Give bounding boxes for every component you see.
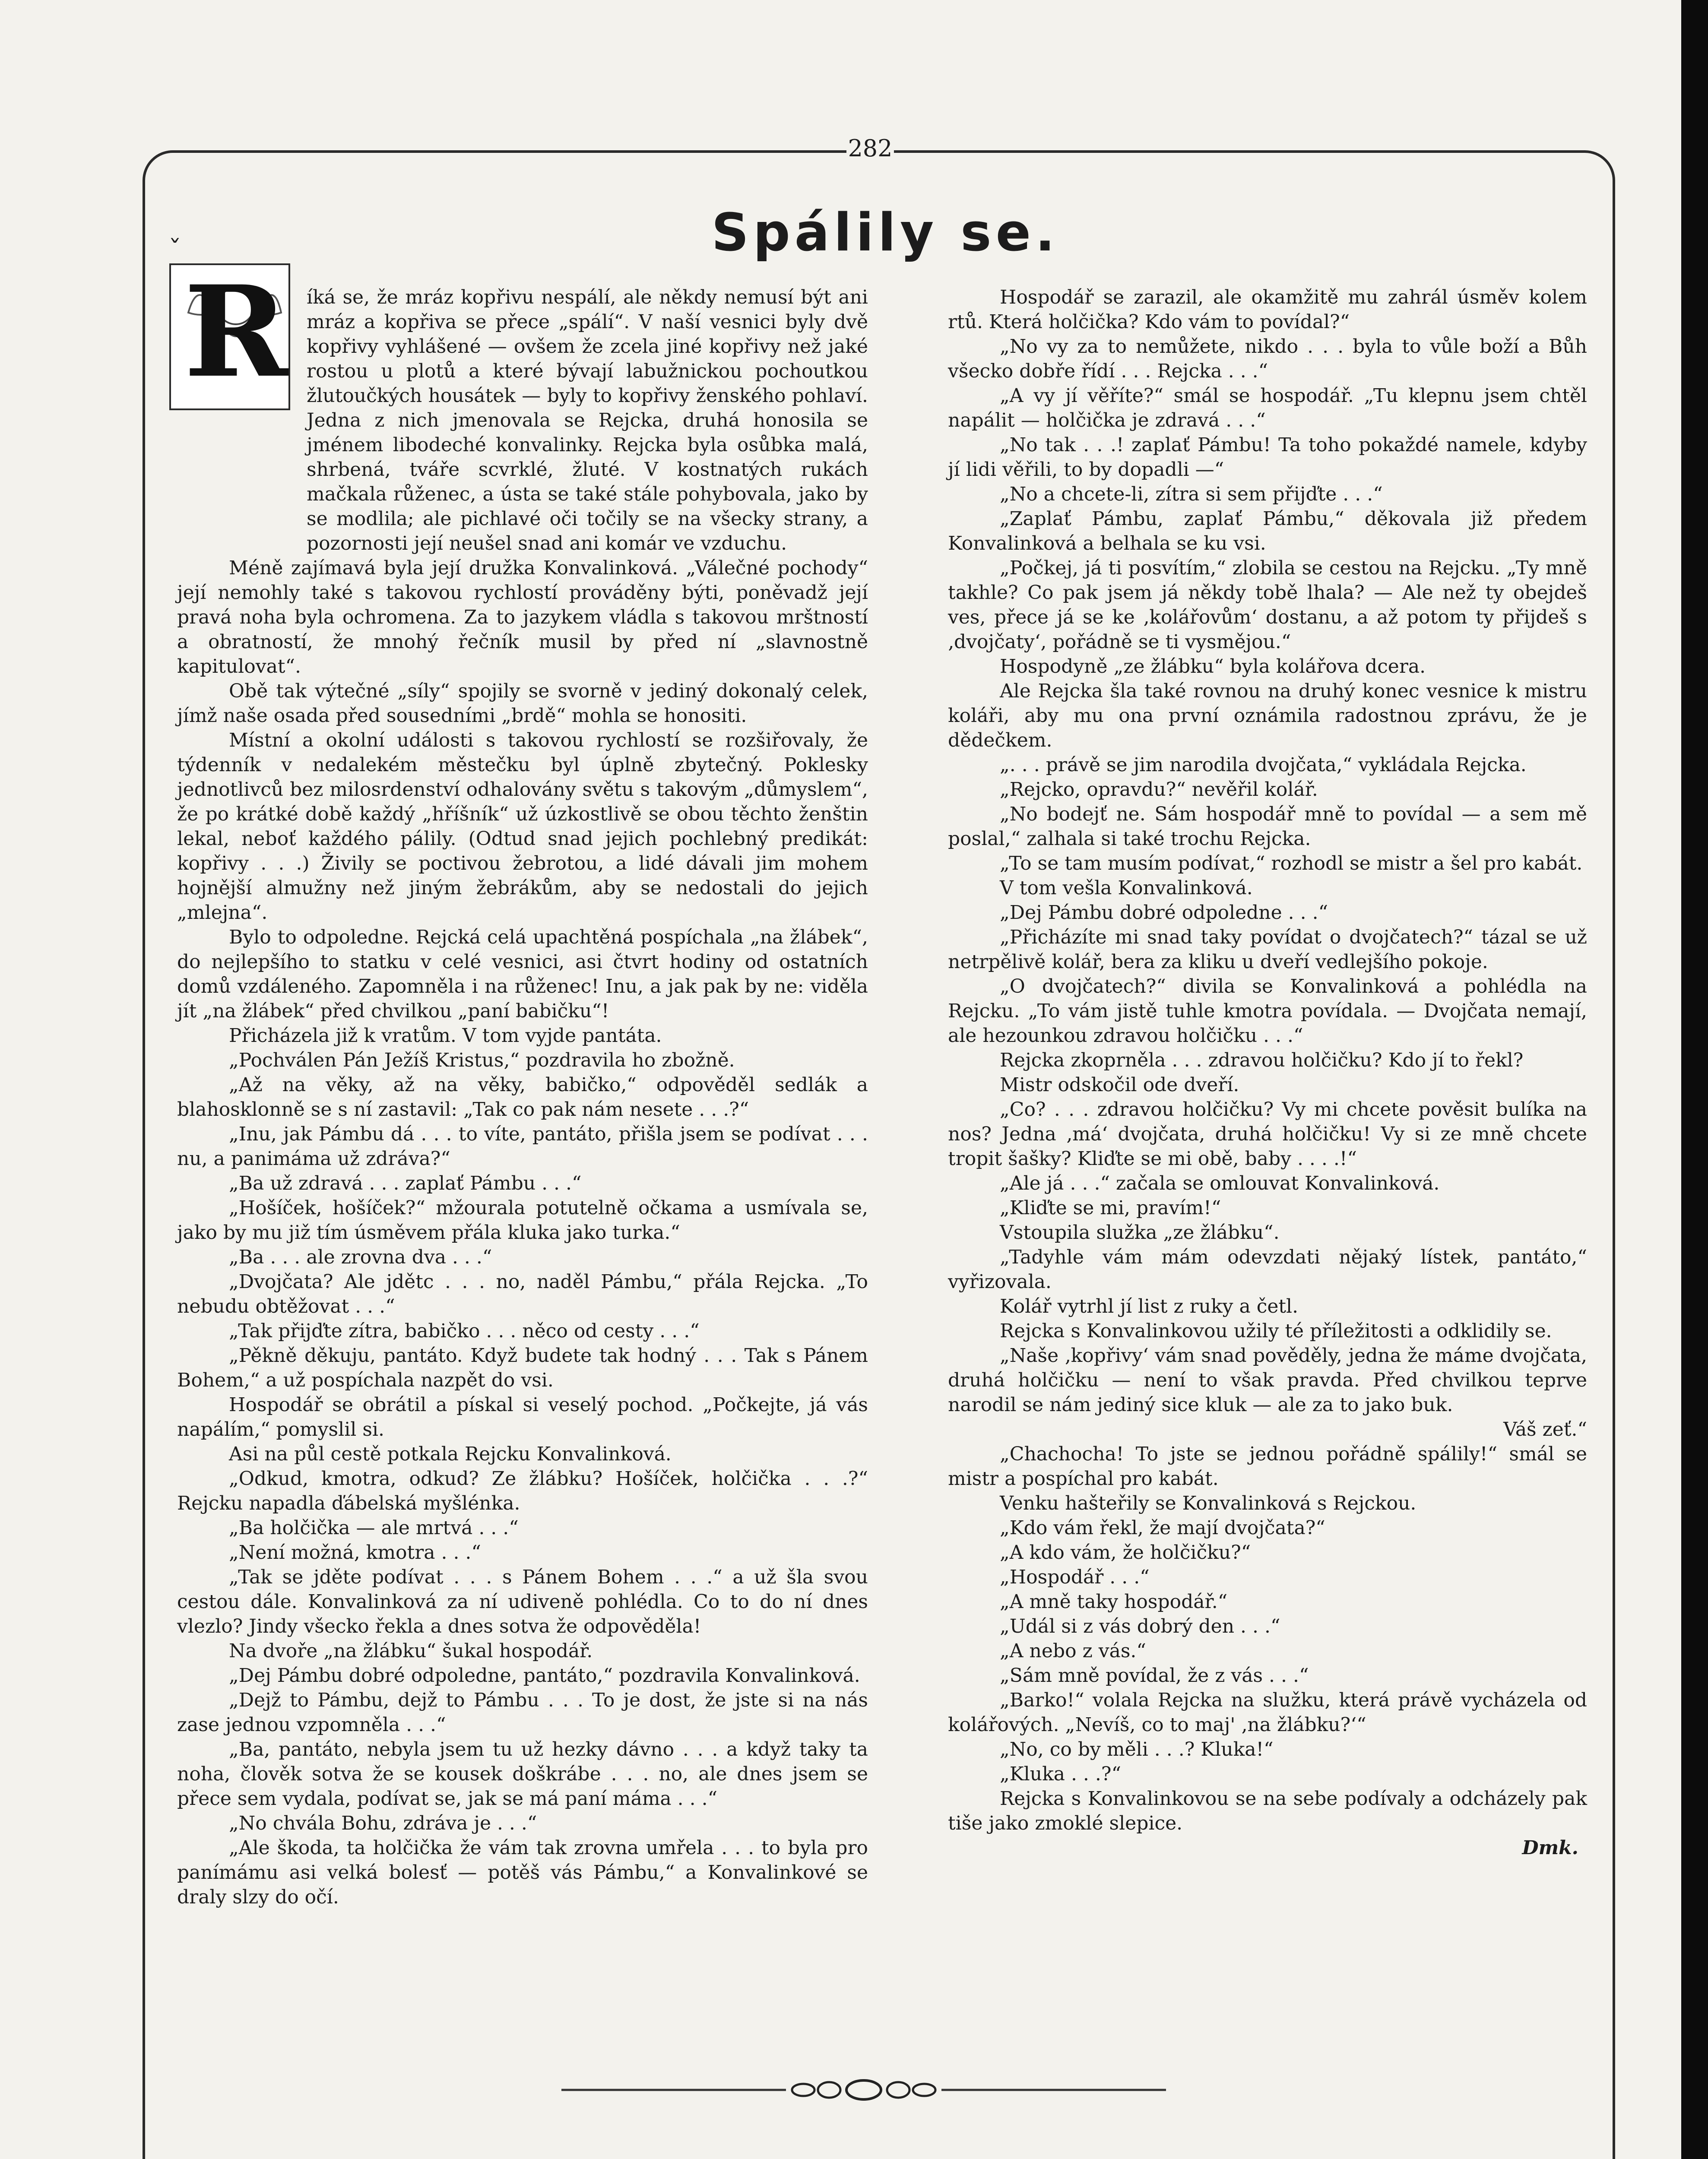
paragraph: „Kluka . . .?“ bbox=[1000, 1763, 1121, 1785]
paragraph: „No bodejť ne. Sám hospodář mně to povídal — a sem mě poslal,“ zalhala si také trochu Rejcka. bbox=[948, 803, 1587, 850]
paragraph: íká se, že mráz kopřivu nespálí, ale někdy nemusí být ani mráz a kopřiva se přece „spálí“. V naší vesnici byly dvě kopřivy vyhlášené — ovšem že zcela jiné kopřivy než jaké rostou u plotů a které bývají labužnickou pochoutkou žlutoučkých housátek — byly to kopřivy ženského pohlaví. Jedna z nich jmenovala se Rejcka, druhá honosila se jménem libodeché konvalinky. Rejcka byla osůbka malá, shrbená, tváře scvrklé, žluté. V kostnatých rukách mačkala růženec, a ústa se také stále pohybovala, jako by se modlila; ale pichlavé oči točily se na všecky strany, a pozornosti její neušel snad ani komár ve vzduchu. bbox=[307, 286, 868, 554]
page-number: 282 bbox=[846, 135, 894, 162]
paragraph: „Dejž to Pámbu, dejž to Pámbu . . . To je dost, že jste si na nás zase jednou vzpomněla . . .“ bbox=[177, 1689, 868, 1736]
paragraph: Hospodář se obrátil a pískal si veselý pochod. „Počkejte, já vás napálím,“ pomyslil si. bbox=[177, 1394, 868, 1440]
paragraph: „Zaplať Pámbu, zaplať Pámbu,“ děkovala již předem Konvalinková a belhala se ku vsi. bbox=[948, 508, 1587, 554]
paragraph: „No chvála Bohu, zdráva je . . .“ bbox=[229, 1812, 537, 1834]
paragraph: „Přicházíte mi snad taky povídat o dvojčatech?“ tázal se už netrpělivě kolář, bera za kliku u dveří vedlejšího pokoje. bbox=[948, 926, 1587, 973]
paragraph: „Rejcko, opravdu?“ nevěřil kolář. bbox=[1000, 779, 1318, 801]
paragraph: Mistr odskočil ode dveří. bbox=[1000, 1074, 1239, 1096]
paragraph: Bylo to odpoledne. Rejcká celá upachtěná pospíchala „na žlábek“, do nejlepšího to statku v celé vesnici, asi čtvrt hodiny od ostatních domů vzdáleného. Zapomněla i na růženec! Inu, a jak pak by ne: viděla jít „na žlábek“ před chvilkou „paní babičku“! bbox=[177, 926, 868, 1022]
paragraph: „Pěkně děkuju, pantáto. Když budete tak hodný . . . Tak s Pánem Bohem,“ a už pospíchala nazpět do vsi. bbox=[177, 1345, 868, 1391]
author-signature: Dmk. bbox=[1522, 1837, 1578, 1859]
paragraph: „Ba, pantáto, nebyla jsem tu už hezky dávno . . . a když taky ta noha, člověk sotva že se kousek doškrábe . . . no, ale dnes jsem se přece sem vydala, podívat se, jak se má paní máma . . .“ bbox=[177, 1738, 868, 1810]
right-column bbox=[948, 285, 1587, 1860]
paragraph: Místní a okolní události s takovou rychlostí se rozšiřovaly, že týdenník v nedalekém městečku byl úplně zbytečný. Poklesky jednotlivců bez milosrdenství odhalovány světu s takovým „důmyslem“, že po krátké době každý „hříšník“ už úzkostlivě se obou těchto ženštin lekal, neboť každého pálily. (Odtud snad jejich pochlebný predikát: kopřivy . . .) Živily se poctivou žebrotou, a lidé dávali jim mohem hojnější almužny než jiným žebrákům, aby se nedostali do jejich „mlejna“. bbox=[177, 729, 868, 924]
paragraph: „Dvojčata? Ale jdětc . . . no, naděl Pámbu,“ přála Rejcka. „To nebudu obtěžovat . . .“ bbox=[177, 1271, 868, 1317]
paragraph: „Barko!“ volala Rejcka na služku, která právě vycházela od kolářových. „Nevíš, co to maj' ‚na žlábku?‘“ bbox=[948, 1689, 1587, 1736]
scan-edge-bar bbox=[1681, 0, 1708, 2159]
drop-cap-caron: ˇ bbox=[168, 235, 181, 265]
paragraph: Hospodář se zarazil, ale okamžitě mu zahrál úsměv kolem rtů. Která holčička? Kdo vám to povídal?“ bbox=[948, 286, 1587, 333]
paragraph: „Ba holčička — ale mrtvá . . .“ bbox=[229, 1517, 519, 1539]
paragraph: „Sám mně povídal, že z vás . . .“ bbox=[1000, 1665, 1309, 1687]
paragraph: „Kdo vám řekl, že mají dvojčata?“ bbox=[1000, 1517, 1325, 1539]
paragraph: Ale Rejcka šla také rovnou na druhý konec vesnice k mistru koláři, aby mu ona první oznámila radostnou zprávu, že je dědečkem. bbox=[948, 680, 1587, 751]
paragraph: Obě tak výtečné „síly“ spojily se svorně v jediný dokonalý celek, jímž naše osada před sousedními „brdě“ mohla se honositi. bbox=[177, 680, 868, 727]
paragraph: „Tak přijďte zítra, babičko . . . něco od cesty . . .“ bbox=[229, 1320, 700, 1342]
paragraph: „To se tam musím podívat,“ rozhodl se mistr a šel pro kabát. bbox=[1000, 852, 1583, 874]
paragraph: „Hospodář . . .“ bbox=[1000, 1566, 1150, 1588]
paragraph: „A mně taky hospodář.“ bbox=[1000, 1591, 1228, 1613]
paragraph: „A nebo z vás.“ bbox=[1000, 1640, 1146, 1662]
drop-cap-letter: R bbox=[184, 259, 288, 405]
paragraph: „Chachocha! To jste se jednou pořádně spálily!“ smál se mistr a pospíchal pro kabát. bbox=[948, 1443, 1587, 1490]
paragraph: „A vy jí věříte?“ smál se hospodář. „Tu klepnu jsem chtěl napálit — holčička je zdravá . . .“ bbox=[948, 385, 1587, 431]
paragraph: „No, co by měli . . .? Kluka!“ bbox=[1000, 1738, 1274, 1760]
paragraph: „Není možná, kmotra . . .“ bbox=[229, 1542, 481, 1564]
left-column bbox=[177, 285, 868, 1909]
article-title: Spálily se. bbox=[711, 203, 1059, 263]
paragraph: Kolář vytrhl jí list z ruky a četl. bbox=[1000, 1295, 1299, 1317]
paragraph: „Odkud, kmotra, odkud? Ze žlábku? Hošíček, holčička . . .?“ Rejcku napadla ďábelská myšlénka. bbox=[177, 1468, 868, 1514]
paragraph: Hospodyně „ze žlábku“ byla kolářova dcera. bbox=[1000, 655, 1426, 677]
paragraph: „Ba už zdravá . . . zaplať Pámbu . . .“ bbox=[229, 1172, 582, 1194]
paragraph: „Ale já . . .“ začala se omlouvat Konvalinková. bbox=[1000, 1172, 1440, 1194]
paragraph: „Počkej, já ti posvítím,“ zlobila se cestou na Rejcku. „Ty mně takhle? Co pak jsem já někdy tobě lhala? — Ale než ty obejdeš ves, přece já se ke ‚kolářovům‘ dostanu, a až potom ty přijdeš s ‚dvojčaty‘, pořádně se ti vysmějou.“ bbox=[948, 557, 1587, 653]
paragraph: „Ba . . . ale zrovna dva . . .“ bbox=[229, 1246, 492, 1268]
paragraph: „Tak se jděte podívat . . . s Pánem Bohem . . .“ a už šla svou cestou dále. Konvalinková za ní udiveně pohlédla. Co to do ní dnes vlezlo? Jindy všecko řekla a dnes sotva že odpověděla! bbox=[177, 1566, 868, 1637]
paragraph: Na dvoře „na žlábku“ šukal hospodář. bbox=[229, 1640, 593, 1662]
paragraph: Přicházela již k vratům. V tom vyjde pantáta. bbox=[229, 1025, 662, 1047]
paragraph: „No a chcete-li, zítra si sem přijďte . . .“ bbox=[1000, 483, 1383, 505]
paragraph: „Tadyhle vám mám odevzdati nějaký lístek, pantáto,“ vyřizovala. bbox=[948, 1246, 1587, 1293]
paragraph: Rejcka zkoprněla . . . zdravou holčičku? Kdo jí to řekl? bbox=[1000, 1049, 1524, 1071]
ornament-divider-icon bbox=[561, 2077, 1166, 2103]
paragraph: „O dvojčatech?“ divila se Konvalinková a pohlédla na Rejcku. „To vám jistě tuhle kmotra povídala. — Dvojčata nemají, ale hezounkou zdravou holčičku . . .“ bbox=[948, 975, 1587, 1047]
paragraph: Venku hašteřily se Konvalinková s Rejckou. bbox=[1000, 1492, 1416, 1514]
paragraph: „Co? . . . zdravou holčičku? Vy mi chcete pověsit bulíka na nos? Jedna ‚má‘ dvojčata, druhá holčičku! Vy si ze mně chcete tropit šašky? Kliďte se mi obě, baby . . . .!“ bbox=[948, 1098, 1587, 1170]
paragraph: „Až na věky, až na věky, babičko,“ odpověděl sedlák a blahosklonně se s ní zastavil: „Tak co pak nám nesete . . .?“ bbox=[177, 1074, 868, 1121]
paragraph: Asi na půl cestě potkala Rejcku Konvalinková. bbox=[229, 1443, 672, 1465]
paragraph: „Dej Pámbu dobré odpoledne, pantáto,“ pozdravila Konvalinková. bbox=[229, 1665, 860, 1687]
paragraph: „Inu, jak Pámbu dá . . . to víte, pantáto, přišla jsem se podívat . . . nu, a panimáma už zdráva?“ bbox=[177, 1123, 868, 1170]
paragraph: Méně zajímavá byla její družka Konvalinková. „Válečné pochody“ její nemohly také s takovou rychlostí prováděny býti, poněvadž její pravá noha byla ochromena. Za to jazykem vládla s takovou mrštností a obratností, že mnohý řečník musil by před ní „slavnostně kapitulovat“. bbox=[177, 557, 868, 677]
letter-closing: Váš zeť.“ bbox=[1503, 1418, 1587, 1440]
paragraph: „No vy za to nemůžete, nikdo . . . byla to vůle boží a Bůh všecko dobře řídí . . . Rejcka . . .“ bbox=[948, 336, 1587, 382]
paragraph: Vstoupila služka „ze žlábku“. bbox=[1000, 1222, 1280, 1244]
paragraph: Rejcka s Konvalinkovou se na sebe podívaly a odcházely pak tiše jako zmoklé slepice. bbox=[948, 1788, 1587, 1834]
paragraph: Rejcka s Konvalinkovou užily té příležitosti a odklidily se. bbox=[1000, 1320, 1552, 1342]
paragraph: „Hošíček, hošíček?“ mžourala potutelně očkama a usmívala se, jako by mu již tím úsměvem přála kluka jako turka.“ bbox=[177, 1197, 868, 1244]
paragraph: „Pochválen Pán Ježíš Kristus,“ pozdravila ho zbožně. bbox=[229, 1049, 735, 1071]
paragraph: „A kdo vám, že holčičku?“ bbox=[1000, 1542, 1251, 1564]
paragraph: „. . . právě se jim narodila dvojčata,“ vykládala Rejcka. bbox=[1000, 754, 1527, 776]
paragraph: „Kliďte se mi, pravím!“ bbox=[1000, 1197, 1221, 1219]
paragraph: „Ale škoda, ta holčička že vám tak zrovna umřela . . . to byla pro panímámu asi velká bolesť — potěš vás Pámbu,“ a Konvalinkové se draly slzy do očí. bbox=[177, 1837, 868, 1908]
paragraph: „Dej Pámbu dobré odpoledne . . .“ bbox=[1000, 902, 1328, 924]
paragraph: „No tak . . .! zaplať Pámbu! Ta toho pokaždé namele, kdyby jí lidi věřili, to by dopadli —“ bbox=[948, 434, 1587, 481]
paragraph: „Naše ‚kopřivy‘ vám snad pověděly, jedna že máme dvojčata, druhá holčičku — není to však pravda. Před chvilkou teprve narodil se nám jediný sice kluk — ale za to jako buk. bbox=[948, 1345, 1587, 1416]
paragraph: „Udál si z vás dobrý den . . .“ bbox=[1000, 1615, 1280, 1637]
paragraph: V tom vešla Konvalinková. bbox=[1000, 877, 1253, 899]
